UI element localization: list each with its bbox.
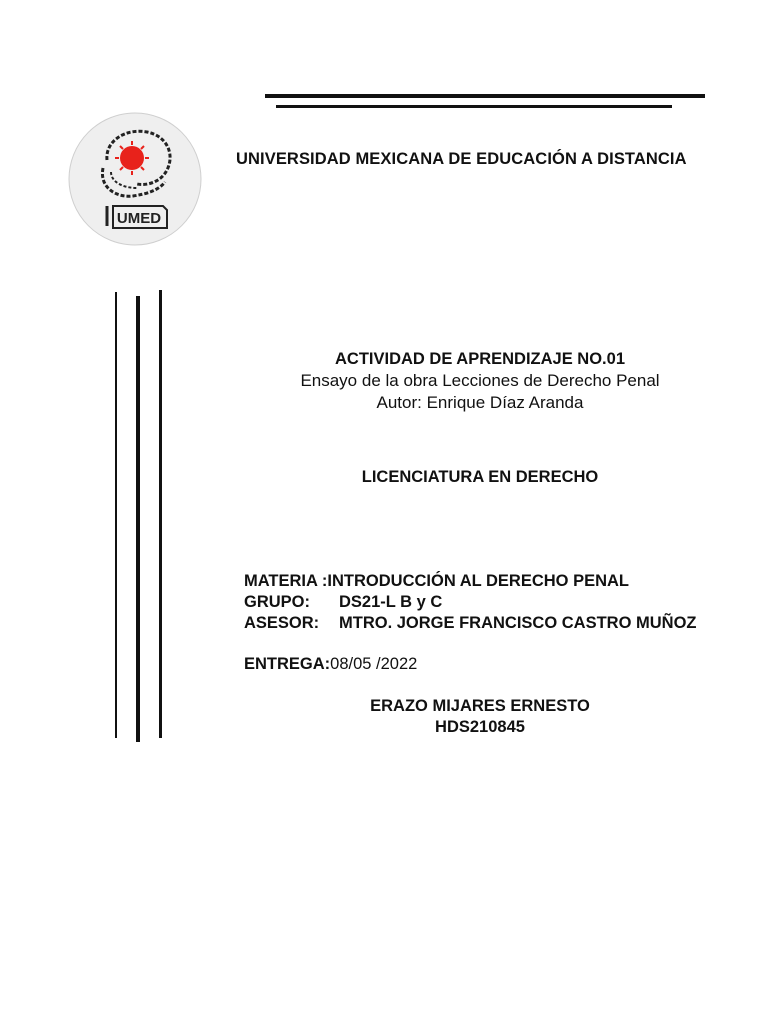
left-vertical-line-2 — [136, 296, 140, 742]
asesor-label: ASESOR: — [244, 614, 320, 632]
left-vertical-line-3 — [159, 290, 162, 738]
grupo-label: GRUPO: — [244, 593, 310, 611]
materia-value: INTRODUCCIÓN AL DERECHO PENAL — [327, 572, 629, 590]
asesor-value: MTRO. JORGE FRANCISCO CASTRO MUÑOZ — [339, 614, 697, 632]
student-id: HDS210845 — [435, 718, 525, 736]
grupo-value: DS21-L B y C — [339, 593, 443, 611]
svg-text:UMED: UMED — [116, 210, 162, 227]
entrega-label: ENTREGA: — [244, 655, 331, 673]
umed-seal-icon — [67, 110, 203, 248]
activity-title: ACTIVIDAD DE APRENDIZAJE NO.01 — [334, 350, 625, 368]
top-rule-thin — [276, 105, 672, 108]
asesor-row — [244, 614, 697, 633]
student-name: ERAZO MIJARES ERNESTO — [370, 697, 590, 715]
grupo-row — [244, 593, 442, 612]
entrega-row — [244, 655, 417, 674]
materia-row — [244, 572, 629, 591]
degree-name: LICENCIATURA EN DERECHO — [361, 468, 599, 486]
top-rule-thick — [265, 94, 705, 98]
essay-author: Autor: Enrique Díaz Aranda — [376, 393, 584, 412]
left-vertical-line-1 — [115, 292, 117, 738]
umed-logo — [67, 110, 203, 248]
entrega-date: 08/05 /2022 — [330, 655, 418, 673]
essay-title: Ensayo de la obra Lecciones de Derecho Penal — [300, 371, 660, 390]
materia-label: MATERIA : — [244, 572, 328, 590]
university-name: UNIVERSIDAD MEXICANA DE EDUCACIÓN A DISTANCIA — [236, 150, 687, 168]
